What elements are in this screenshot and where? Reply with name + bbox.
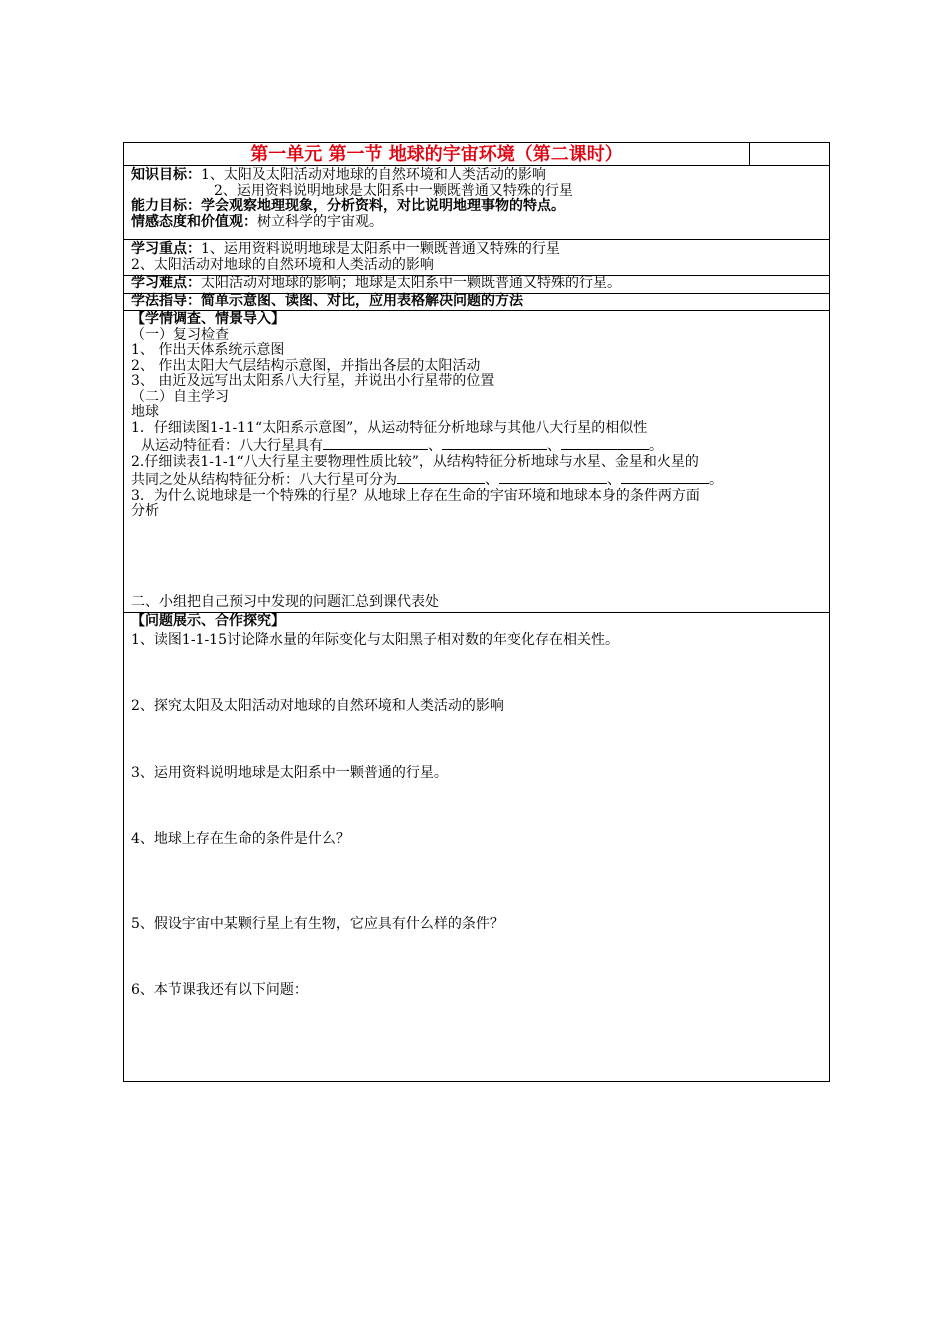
review-item-1: 1、 作出天体系统示意图	[131, 342, 285, 358]
explore-question-2: 2、探究太阳及太阳活动对地球的自然环境和人类活动的影响	[131, 698, 504, 714]
self-study-subheading: （二）自主学习	[131, 388, 229, 405]
explore-question-5: 5、假设宇宙中某颗行星上有生物，它应具有什么样的条件？	[131, 916, 504, 932]
q2-sep-1: 、	[485, 472, 499, 488]
q2-fill-line	[131, 470, 822, 489]
lesson-plan-table	[123, 142, 830, 1082]
preview-heading: 【学情调查、情景导入】	[131, 311, 285, 327]
explore-question-6: 6、本节课我还有以下问题：	[131, 982, 308, 998]
q1-sep-2: 、	[547, 438, 561, 454]
q2-blank-2[interactable]	[499, 470, 607, 484]
explore-section	[124, 613, 829, 1082]
review-item-2: 2、 作出太阳大气层结构示意图，并指出各层的太阳活动	[131, 357, 481, 374]
q1-blank-1[interactable]	[323, 436, 428, 450]
review-subheading: （一）复习检查	[131, 326, 229, 343]
q2-fill-label: 共同之处从结构特征分析：八大行星可分为	[131, 472, 397, 488]
key-point-1: 1、运用资料说明地球是太阳系中一颗既普通又特殊的行星	[201, 241, 560, 257]
self-study-q3-line1: 3．为什么说地球是一个特殊的行星？从地球上存在生命的宇宙环境和地球本身的条件两方面	[131, 487, 700, 504]
method-label: 学法指导：	[131, 293, 201, 309]
group-summary-note: 二、小组把自己预习中发现的问题汇总到课代表处	[131, 594, 439, 610]
q2-sep-2: 、	[607, 472, 621, 488]
preview-section	[124, 311, 829, 613]
objectives-row	[124, 166, 829, 240]
attitude-label: 情感态度和价值观：	[131, 213, 257, 230]
ability-label: 能力目标：	[131, 198, 201, 214]
earth-label: 地球	[131, 404, 159, 420]
q1-blank-2[interactable]	[442, 436, 547, 450]
key-points-label: 学习重点：	[131, 241, 201, 257]
explore-question-1: 1、读图1-1-15讨论降水量的年际变化与太阳黑子相对数的年变化存在相关性。	[131, 632, 619, 648]
explore-question-4: 4、地球上存在生命的条件是什么？	[131, 831, 350, 847]
title-side-cell	[750, 143, 829, 165]
knowledge-item-2: 2、运用资料说明地球是太阳系中一颗既普通又特殊的行星	[214, 182, 573, 199]
knowledge-item-1: 1、太阳及太阳活动对地球的自然环境和人类活动的影响	[201, 167, 546, 183]
q2-end: 。	[709, 472, 723, 488]
difficulties-text: 太阳活动对地球的影响；地球是太阳系中一颗既普通又特殊的行星。	[201, 275, 621, 291]
key-point-2: 2、太阳活动对地球的自然环境和人类活动的影响	[131, 256, 434, 273]
method-text: 简单示意图、读图、对比，应用表格解决问题的方法	[201, 293, 523, 309]
ability-text: 学会观察地理现象，分析资料，对比说明地理事物的特点。	[201, 198, 565, 214]
q1-fill-label: 从运动特征看：八大行星具有	[141, 438, 323, 454]
difficulties-label: 学习难点：	[131, 275, 201, 291]
difficulties-row	[124, 276, 829, 294]
q2-blank-3[interactable]	[621, 470, 709, 484]
attitude-text: 树立科学的宇宙观。	[257, 213, 383, 230]
key-points-row	[124, 240, 829, 276]
q1-blank-3[interactable]	[561, 436, 649, 450]
self-study-q3-line2: 分析	[131, 503, 159, 519]
self-study-q1: 1．仔细读图1-1-11“太阳系示意图”，从运动特征分析地球与其他八大行星的相似性	[131, 419, 648, 436]
knowledge-label: 知识目标：	[131, 167, 201, 183]
self-study-q2-line1: 2.仔细读表1-1-1“八大行星主要物理性质比较”，从结构特征分析地球与水星、金星和火星的	[131, 453, 699, 470]
page-title: 第一单元 第一节 地球的宇宙环境（第二课时）	[124, 143, 750, 165]
q2-blank-1[interactable]	[397, 470, 485, 484]
explore-heading: 【问题展示、合作探究】	[131, 613, 285, 629]
review-item-3: 3、 由近及远写出太阳系八大行星，并说出小行星带的位置	[131, 373, 495, 389]
q1-end: 。	[649, 438, 663, 454]
q1-fill-line	[131, 436, 822, 455]
title-row	[124, 143, 829, 166]
method-row	[124, 294, 829, 311]
q1-sep-1: 、	[428, 438, 442, 454]
explore-question-3: 3、运用资料说明地球是太阳系中一颗普通的行星。	[131, 765, 448, 781]
